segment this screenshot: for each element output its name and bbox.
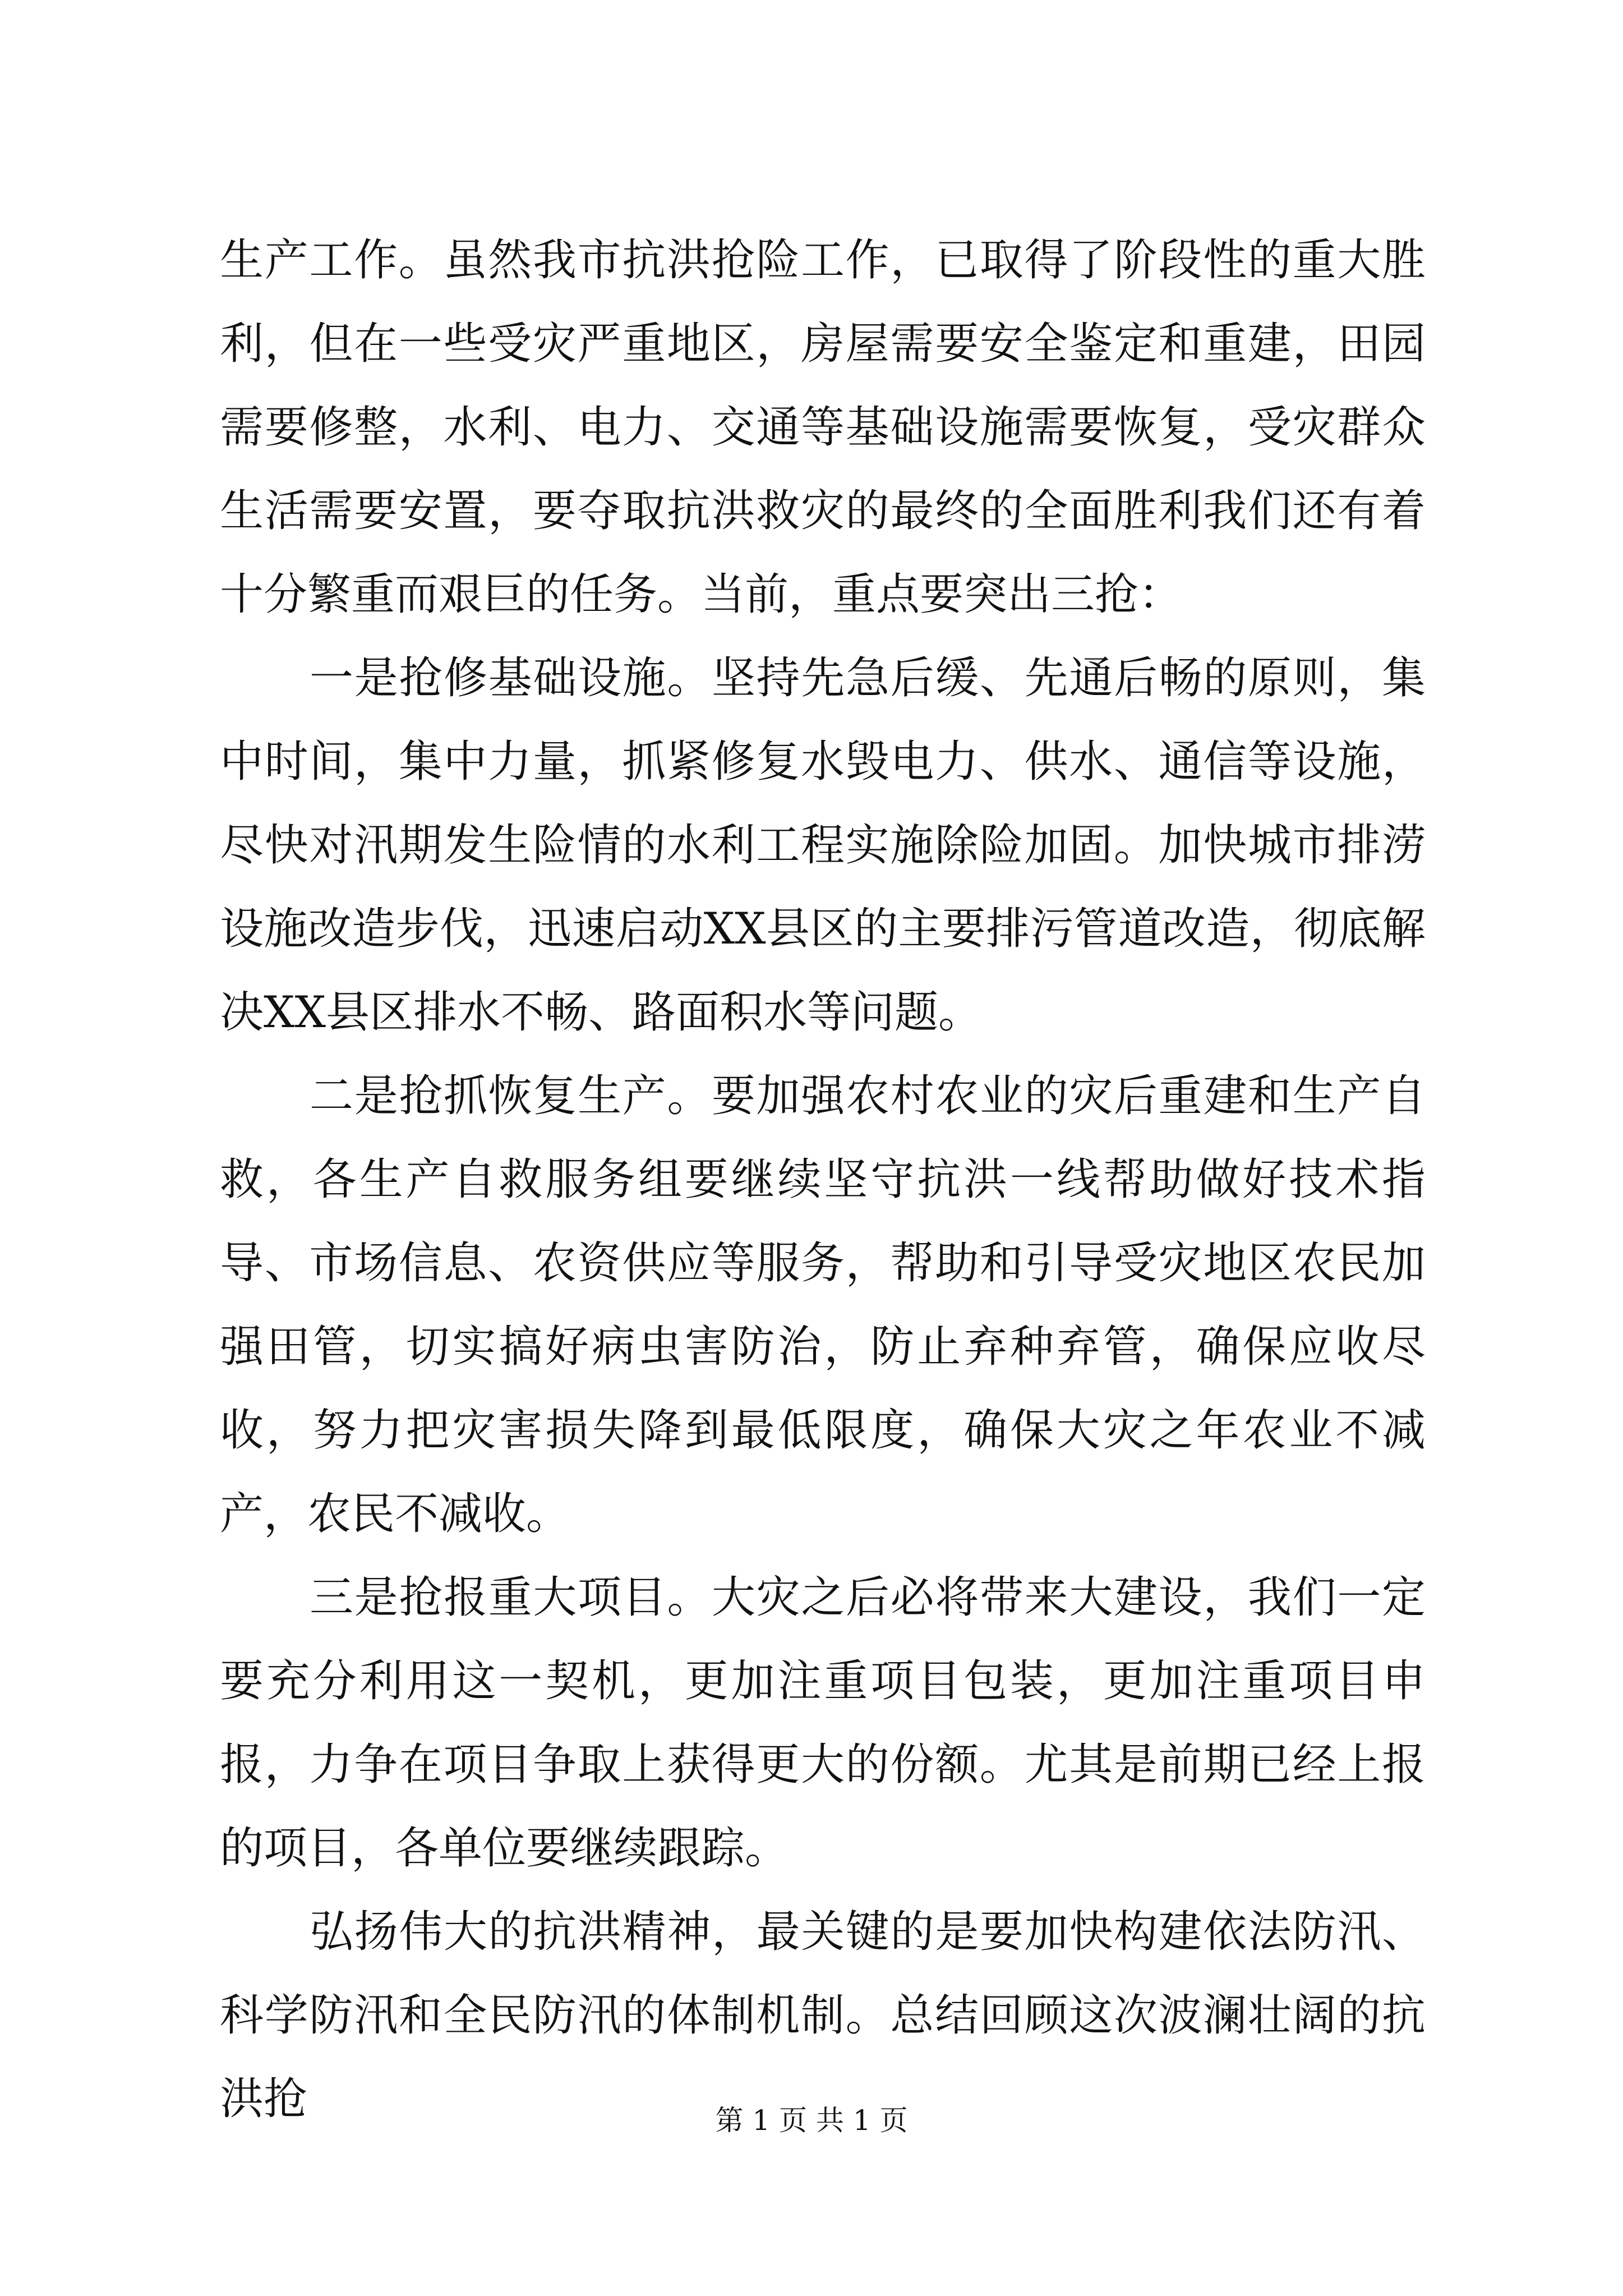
paragraph-2: 一是抢修基础设施。坚持先急后缓、先通后畅的原则，集中时间，集中力量，抓紧修复水毁电力、供水、通信等设施，尽快对汛期发生险情的水利工程实施除险加固。加快城市排涝设施改造步伐，迅速启动XX县区的主要排污管道改造，彻底解决XX县区排水不畅、路面积水等问题。 bbox=[220, 653, 1426, 1038]
paragraph-1: 生产工作。虽然我市抗洪抢险工作，已取得了阶段性的重大胜利，但在一些受灾严重地区，房屋需要安全鉴定和重建，田园需要修整，水利、电力、交通等基础设施需要恢复，受灾群众生活需要安置，要夺取抗洪救灾的最终的全面胜利我们还有着十分繁重而艰巨的任务。当前，重点要突出三抢： bbox=[220, 235, 1426, 620]
page-number-footer: 第 1 页 共 1 页 bbox=[715, 2104, 908, 2137]
document-body bbox=[220, 219, 1426, 2141]
paragraph-5: 弘扬伟大的抗洪精神，最关键的是要加快构建依法防汛、科学防汛和全民防汛的体制机制。总结回顾这次波澜壮阔的抗洪抢 bbox=[220, 1907, 1426, 2124]
paragraph-3: 二是抢抓恢复生产。要加强农村农业的灾后重建和生产自救，各生产自救服务组要继续坚守抗洪一线帮助做好技术指导、市场信息、农资供应等服务，帮助和引导受灾地区农民加强田管，切实搞好病虫害防治，防止弃种弃管，确保应收尽收，努力把灾害损失降到最低限度，确保大灾之年农业不减产，农民不减收。 bbox=[220, 1071, 1426, 1539]
paragraph-4: 三是抢报重大项目。大灾之后必将带来大建设，我们一定要充分利用这一契机，更加注重项目包装，更加注重项目申报，力争在项目争取上获得更大的份额。尤其是前期已经上报的项目，各单位要继续跟踪。 bbox=[220, 1572, 1426, 1874]
